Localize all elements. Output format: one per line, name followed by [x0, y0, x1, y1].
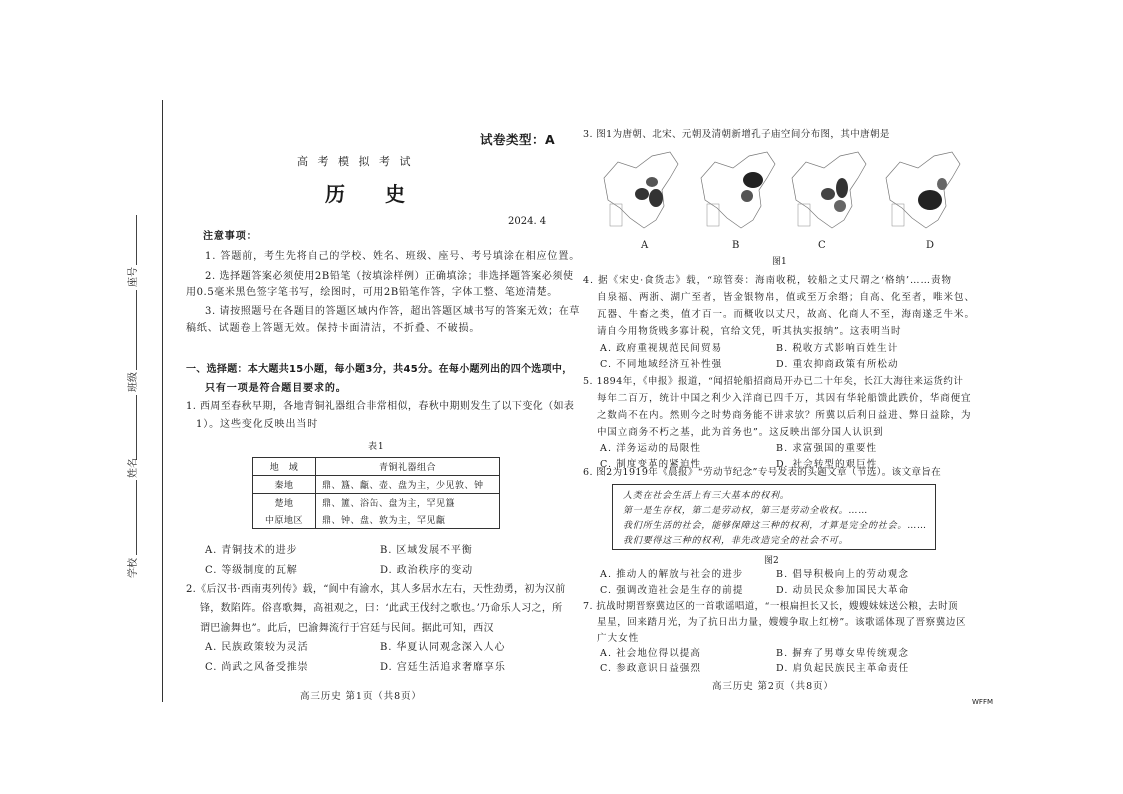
q2-stem: 2.《后汉书·西南夷列传》载，“阆中有渝水，其人多居水左右，天性劲勇，初为汉前 [186, 584, 566, 595]
table-row [253, 476, 500, 494]
q2-stem-cont: 锋，数陷阵。俗喜歌舞，高祖观之，曰：‘此武王伐纣之歌也。’乃命乐人习之，所 [200, 603, 563, 614]
q1-option-d: D. 政治秩序的变动 [380, 565, 474, 576]
q4-stem-cont: 自泉福、两浙、湖广至者，皆金银物帛，值或至万余缗；自高、化至者，唯米包、 [597, 292, 976, 303]
q4-stem-cont: 瓦器、牛畜之类，值才百一。而概收以丈尺，故高、化商人不至，海南遂乏牛米。 [597, 309, 976, 320]
page1-footer: 高三历史 第1页（共8页） [300, 691, 422, 702]
map-label-c: C [818, 240, 826, 251]
map-label-b: B [732, 240, 740, 251]
notice-3: 3. 请按照题号在各题目的答题区域内作答，超出答题区域书写的答案无效；在草 [205, 306, 580, 317]
map-b [697, 148, 779, 240]
q7-stem: 7. 抗战时期晋察冀边区的一首歌谣唱道，“一根扁担长又长，嫂嫂妹妹送公粮，去时顶 [583, 601, 958, 612]
notice-2-cont: 用0.5毫米黑色签字笔书写，绘图时，可用2B铅笔作答，字体工整、笔迹清楚。 [186, 287, 558, 298]
q7-stem-cont: 广大女性 [597, 633, 640, 644]
q2-option-d: D. 宫廷生活追求奢靡享乐 [380, 662, 506, 673]
q3-stem: 3. 图1为唐朝、北宋、元朝及清朝新增孔子庙空间分布图，其中唐朝是 [583, 129, 890, 140]
map-c [788, 148, 870, 240]
q7-option-c: C. 参政意识日益强烈 [600, 663, 702, 674]
section-heading-cont: 只有一项是符合题目要求的。 [205, 383, 347, 394]
table-cell: 中原地区 [253, 511, 316, 529]
notice-2: 2. 选择题答案必须使用2B铅笔（按填涂样例）正确填涂；非选择题答案必须使 [205, 271, 574, 282]
map-label-d: D [926, 240, 935, 251]
subject-title: 历 史 [325, 182, 405, 206]
figure1-caption: 图1 [772, 257, 787, 267]
table1 [252, 457, 500, 529]
exam-name: 高 考 模 拟 考 试 [297, 155, 414, 168]
school-fill-line [136, 480, 137, 555]
paper-type: 试卷类型：A [480, 132, 556, 147]
section-heading: 一、选择题：本大题共15小题，每小题3分，共45分。在每小题列出的四个选项中， [186, 364, 573, 375]
table-header: 青铜礼器组合 [316, 458, 500, 476]
notice-1: 1. 答题前，考生先将自己的学校、姓名、班级、座号、考号填涂在相应位置。 [205, 251, 581, 262]
seat-label: 座号 [128, 267, 139, 287]
q4-stem: 4. 据《宋史·食货志》载，“琼管奏：海南收税，较船之丈尺谓之‘格纳’……责物 [583, 275, 953, 286]
q5-stem-cont: 之数尚不在内。然则今之时势商务能不讲求欤？所冀以后利日益进、弊日益除，为 [597, 410, 972, 421]
q5-option-d: D. 社会转型的艰巨性 [776, 459, 878, 470]
q6-option-c: C. 强调改造社会是生存的前提 [600, 585, 744, 596]
excerpt-line: 第一是生存权，第二是劳动权，第三是劳动全收权。…… [623, 506, 869, 516]
school-label: 学校 [128, 558, 139, 578]
q5-option-a: A. 洋务运动的局限性 [600, 443, 702, 454]
table-cell: 秦地 [253, 476, 316, 494]
q6-option-a: A. 推动人的解放与社会的进步 [600, 569, 744, 580]
q4-option-a: A. 政府重视规范民间贸易 [600, 343, 723, 354]
q7-option-b: B. 摒弃了男尊女卑传统观念 [776, 648, 909, 659]
q2-option-c: C. 尚武之风备受推崇 [205, 662, 309, 673]
map-label-a: A [641, 240, 649, 251]
table-cell: 鼎、钟、盘、敦为主，罕见甗 [316, 511, 500, 529]
figure2-caption: 图2 [764, 556, 779, 566]
table-cell: 楚地 [253, 494, 316, 512]
q4-stem-cont: 请自今用物货贱多寡计税，官给文凭，听其执实报纳”。这表明当时 [597, 326, 902, 337]
class-label: 班级 [128, 372, 139, 392]
name-fill-line [136, 395, 137, 460]
table-header: 地 域 [253, 458, 316, 476]
q2-stem-cont: 谓巴渝舞也”。此后，巴渝舞流行于宫廷与民间。据此可知，西汉 [200, 623, 494, 634]
q1-option-b: B. 区域发展不平衡 [380, 545, 473, 556]
table1-caption: 表1 [368, 442, 385, 452]
q1-option-a: A. 青铜技术的进步 [205, 545, 298, 556]
page2-footer: 高三历史 第2页（共8页） [712, 681, 834, 692]
map-a [600, 148, 682, 240]
excerpt-line: 人类在社会生活上有三大基本的权利。 [623, 491, 790, 501]
q5-option-c: C. 制度变革的紧迫性 [600, 459, 702, 470]
q5-stem-cont: 中国立商务不朽之基，此为首务也”。这反映出部分国人认识到 [597, 427, 884, 438]
q1-stem: 1. 西周至春秋早期，各地青铜礼器组合非常相似，春秋中期则发生了以下变化（如表 [186, 401, 575, 412]
table-row [253, 511, 500, 529]
q4-option-d: D. 重农抑商政策有所松动 [776, 359, 899, 370]
q4-option-c: C. 不同地域经济互补性强 [600, 359, 723, 370]
exam-date: 2024. 4 [508, 216, 547, 227]
figure2-excerpt-box [612, 484, 936, 550]
name-label: 姓名 [128, 458, 139, 478]
q6-option-b: B. 倡导积极向上的劳动观念 [776, 569, 909, 580]
notice-3-cont: 稿纸、试题卷上答题无效。保持卡面清洁，不折叠、不破损。 [186, 323, 481, 334]
seat-fill-line [136, 215, 137, 265]
q7-stem-cont: 星星，回来踏月光，为了抗日出力量，嫂嫂争取上红榜”。该歌谣体现了晋察冀边区 [597, 617, 967, 628]
class-fill-line [136, 290, 137, 370]
binding-line [162, 100, 163, 702]
table-row [253, 494, 500, 512]
map-d [882, 148, 964, 240]
table-header-row [253, 458, 500, 476]
q1-stem-cont: 1）。这些变化反映出当时 [196, 419, 319, 430]
q1-option-c: C. 等级制度的瓦解 [205, 565, 298, 576]
table-cell: 鼎、簠、浴缶、盘为主，罕见簋 [316, 494, 500, 512]
excerpt-line: 我们要得这三种的权利，非先改造完全的社会不可。 [623, 536, 849, 546]
q5-stem: 5. 1894年，《申报》报道，“闻招轮船招商局开办已二十年矣，长江大海往来运货约计 [583, 376, 964, 387]
excerpt-line: 我们所生活的社会，能够保障这三种的权利，才算是完全的社会。…… [623, 521, 927, 531]
q2-option-a: A. 民族政策较为灵活 [205, 642, 309, 653]
q4-option-b: B. 税收方式影响百姓生计 [776, 343, 899, 354]
q6-stem: 6. 图2为1919年《晨报》“劳动节纪念”专号发表的头题文章（节选）。该文章旨在 [583, 467, 942, 478]
q5-option-b: B. 求富强国的重要性 [776, 443, 878, 454]
q7-option-d: D. 肩负起民族民主革命责任 [776, 663, 910, 674]
q7-option-a: A. 社会地位得以提高 [600, 648, 702, 659]
notice-title: 注意事项： [203, 231, 258, 242]
table-cell: 鼎、簋、甗、壶、盘为主，少见敦、钟 [316, 476, 500, 494]
q2-option-b: B. 华夏认同观念深入人心 [380, 642, 506, 653]
corner-mark: WFFM [972, 698, 994, 706]
q5-stem-cont: 每年二百万，统计中国之利少入洋商已四千万，其因有华轮船馈此跌价，华商便宜 [597, 393, 972, 404]
q6-option-d: D. 动员民众参加国民大革命 [776, 585, 910, 596]
